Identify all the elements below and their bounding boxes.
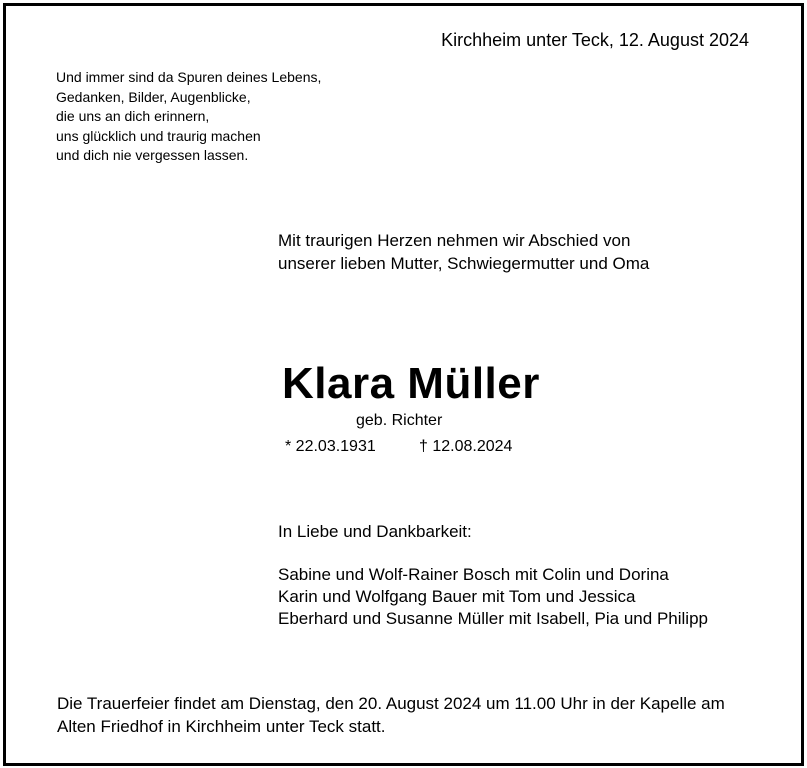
ceremony-line: Alten Friedhof in Kirchheim unter Teck statt. — [57, 717, 386, 736]
poem-line: und dich nie vergessen lassen. — [56, 147, 249, 163]
mourner-line: Sabine und Wolf-Rainer Bosch mit Colin und Dorina — [278, 565, 669, 584]
mourners-list — [278, 564, 708, 630]
poem-line: die uns an dich erinnern, — [56, 108, 210, 124]
ceremony-info — [57, 692, 725, 738]
poem-line: Und immer sind da Spuren deines Lebens, — [56, 69, 322, 85]
memorial-poem — [56, 68, 321, 166]
farewell-intro — [278, 229, 649, 275]
mourners-heading: In Liebe und Dankbarkeit: — [278, 522, 472, 541]
mourner-line: Karin und Wolfgang Bauer mit Tom und Jessica — [278, 587, 636, 606]
intro-line: unserer lieben Mutter, Schwiegermutter und Oma — [278, 254, 650, 273]
mourner-line: Eberhard und Susanne Müller mit Isabell, Pia und Philipp — [278, 609, 708, 628]
maiden-name: geb. Richter — [356, 412, 443, 429]
ceremony-line: Die Trauerfeier findet am Dienstag, den 20. August 2024 um 11.00 Uhr in der Kapelle am — [57, 694, 725, 713]
poem-line: uns glücklich und traurig machen — [56, 127, 261, 144]
birth-date: * 22.03.1931 — [285, 438, 376, 455]
death-date: † 12.08.2024 — [419, 438, 513, 455]
poem-line: Gedanken, Bilder, Augenblicke, — [56, 88, 251, 105]
deceased-name: Klara Müller — [282, 359, 540, 408]
intro-line: Mit traurigen Herzen nehmen wir Abschied von — [278, 231, 631, 250]
place-date: Kirchheim unter Teck, 12. August 2024 — [441, 30, 749, 50]
